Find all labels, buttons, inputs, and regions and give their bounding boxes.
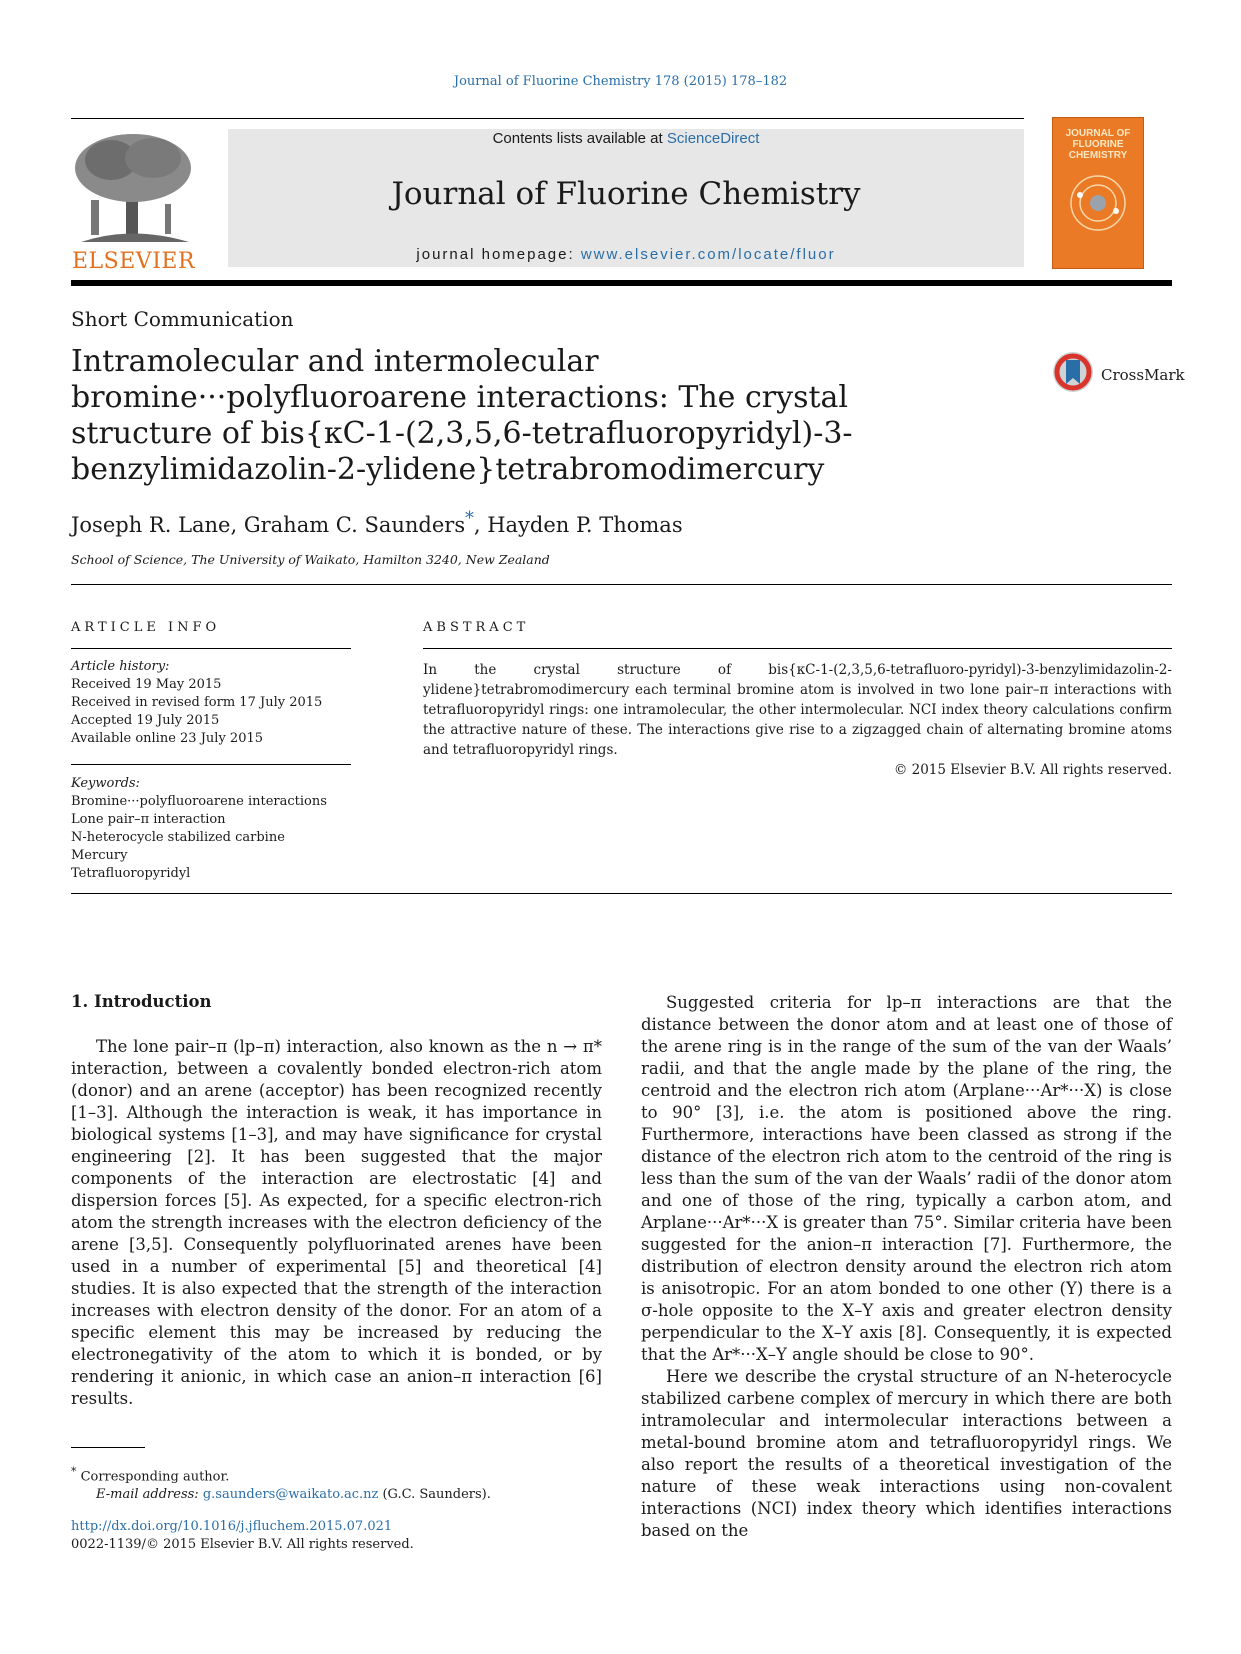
history-revised: Received in revised form 17 July 2015 [71, 695, 323, 710]
abstract-heading: ABSTRACT [423, 620, 530, 635]
footnote-corresponding [71, 1463, 611, 1486]
history-accepted: Accepted 19 July 2015 [71, 713, 220, 728]
email-suffix: (G.C. Saunders). [378, 1487, 491, 1503]
crossmark-icon[interactable] [1052, 351, 1094, 393]
footnote-mark: * [71, 1465, 77, 1478]
contents-line [228, 130, 1024, 147]
article-type: Short Communication [71, 307, 294, 331]
divider-top [71, 584, 1172, 585]
homepage-link[interactable]: www.elsevier.com/locate/fluor [580, 246, 836, 263]
email-label: E-mail address: [96, 1487, 203, 1503]
history-received: Received 19 May 2015 [71, 677, 222, 692]
abstract-copyright: © 2015 Elsevier B.V. All rights reserved. [893, 762, 1172, 778]
journal-citation[interactable]: Journal of Fluorine Chemistry 178 (2015) 178–182 [453, 74, 788, 89]
corresponding-author-mark[interactable]: * [465, 509, 474, 529]
footnote [71, 1463, 611, 1504]
keyword-item: Tetrafluoropyridyl [71, 866, 191, 881]
keyword-item: Mercury [71, 848, 128, 863]
journal-cover-thumbnail[interactable] [1052, 117, 1144, 269]
elsevier-wordmark: ELSEVIER [72, 249, 196, 274]
contents-prefix: Contents lists available at [492, 130, 667, 147]
info-rule-2 [71, 764, 351, 765]
authors-part-b: , Hayden P. Thomas [473, 513, 683, 537]
article-footer [71, 1518, 414, 1554]
affiliation: School of Science, The University of Waikato, Hamilton 3240, New Zealand [71, 552, 550, 567]
history-online: Available online 23 July 2015 [71, 731, 264, 746]
article-title: Intramolecular and intermolecular bromine···polyfluoroarene interactions: The crystal structure of bis{κC-1-(2,3,5,6-tetrafluoropyridyl)-3-benzylimidazolin-2-ylidene}tetrabromodimercury [71, 344, 853, 487]
crossmark-label[interactable]: CrossMark [1101, 366, 1185, 384]
history-label: Article history: [71, 659, 170, 674]
abstract-text: In the crystal structure of bis{κC-1-(2,3,5,6-tetrafluoro-pyridyl)-3-benzylimidazolin-2-ylidene}tetrabromodimercury each terminal bromine atom is involved in two lone pair–π interactions with tetrafluoropyridyl rings: one intramolecular, the other intermolecular. NCI index theory calculations confirm the attractive nature of these. The interactions give rise to a zigzagged chain of alternating bromine atoms and tetrafluoropyridyl rings. [423, 662, 1172, 758]
footnote-rule [71, 1447, 145, 1448]
body-paragraph: Here we describe the crystal structure of an N-heterocycle stabilized carbene complex of mercury in which there are both intramolecular and intermolecular interactions between a metal-bound bromine atom and tetrafluoropyridyl rings. We also report the results of a theoretical investigation of the nature of these weak interactions using non-covalent interactions (NCI) index theory which identifies interactions based on the [641, 1367, 1172, 1540]
cover-title: JOURNAL OF FLUORINE CHEMISTRY [1065, 128, 1131, 161]
email-link[interactable]: g.saunders@waikato.ac.nz [202, 1487, 379, 1503]
header-top-rule [71, 118, 1024, 119]
journal-title: Journal of Fluorine Chemistry [391, 176, 861, 212]
keyword-item: Bromine···polyfluoroarene interactions [71, 794, 327, 809]
body-column-left [71, 1036, 602, 1410]
keyword-item: Lone pair–π interaction [71, 812, 226, 827]
article-info-heading: ARTICLE INFO [71, 620, 221, 635]
keyword-item: N-heterocycle stabilized carbine [71, 830, 285, 845]
article-history [71, 658, 351, 748]
homepage-prefix: journal homepage: [416, 246, 581, 263]
keywords [71, 775, 351, 883]
body-column-right [641, 992, 1172, 1542]
footnote-corresponding-text: Corresponding author. [80, 1469, 230, 1485]
atom-icon [1068, 173, 1128, 233]
author-list [71, 509, 683, 537]
section-heading-introduction: 1. Introduction [71, 992, 212, 1011]
abstract-rule [423, 648, 1172, 649]
authors-part-a: Joseph R. Lane, Graham C. Saunders [71, 513, 466, 537]
info-rule-1 [71, 648, 351, 649]
keywords-label: Keywords: [71, 776, 140, 791]
elsevier-tree-logo [71, 130, 196, 248]
footnote-email [71, 1486, 611, 1504]
doi-link[interactable]: http://dx.doi.org/10.1016/j.jfluchem.2015.07.021 [71, 1519, 393, 1534]
sciencedirect-link[interactable]: ScienceDirect [666, 130, 760, 147]
header-thick-bar [71, 280, 1172, 286]
issn-line: 0022-1139/© 2015 Elsevier B.V. All rights reserved. [71, 1537, 414, 1552]
homepage-line [228, 246, 1024, 263]
body-paragraph: The lone pair–π (lp–π) interaction, also known as the n → π* interaction, between a covalently bonded electron-rich atom (donor) and an arene (acceptor) has been recognized recently [1–3]. Although the interaction is weak, it has importance in biological systems [1–3], and may have significance for crystal engineering [2]. It has been suggested that the major components of the interaction are electrostatic [4] and dispersion forces [5]. As expected, for a specific electron-rich atom the strength increases with the electron deficiency of the arene [3,5]. Consequently polyfluorinated arenes have been used in a number of experimental [5] and theoretical [4] studies. It is also expected that the strength of the interaction increases with electron density of the donor. For an atom of a specific element this may be increased by reducing the electronegativity of the atom to which it is bonded, or by rendering it anionic, in which case an anion–π interaction [6] results. [71, 1037, 602, 1408]
divider-bottom [71, 893, 1172, 894]
body-paragraph: Suggested criteria for lp–π interactions are that the distance between the donor atom and at least one of those of the arene ring is in the range of the sum of the van der Waals’ radii, and that the angle made by the plane of the ring, the centroid and the electron rich atom (Arplane···Ar*···X) is close to 90° [3], i.e. the atom is positioned above the ring. Furthermore, interactions have been classed as strong if the distance of the electron rich atom to the centroid of the ring is less than the sum of the van der Waals’ radii of the donor atom and one of those of the ring, typically a carbon atom, and Arplane···Ar*···X is greater than 75°. Similar criteria have been suggested for the anion–π interaction [7]. Furthermore, the distribution of electron density around the electron rich atom is anisotropic. For an atom bonded to one other (Y) there is a σ-hole opposite to the X–Y axis and greater electron density perpendicular to the X–Y axis [8]. Consequently, it is expected that the Ar*···X–Y angle should be close to 90°. [641, 993, 1172, 1364]
